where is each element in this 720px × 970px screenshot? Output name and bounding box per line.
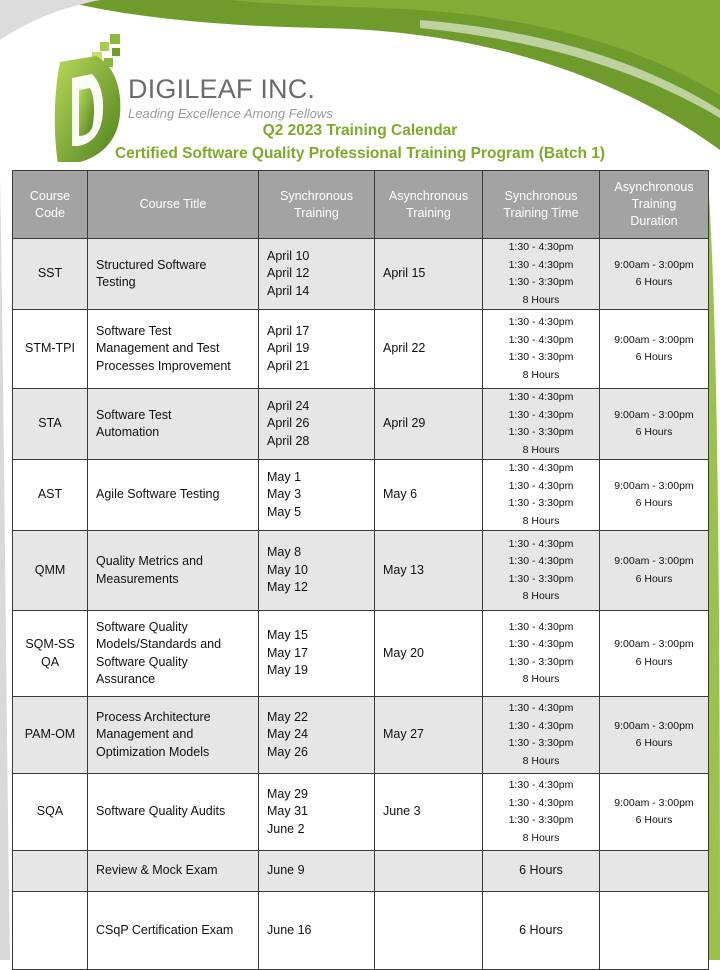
synchronous-dates-cell	[259, 531, 375, 611]
cell-line: Automation	[96, 425, 160, 439]
cell-line: 1:30 - 3:30pm	[508, 737, 574, 749]
cell-line: May 17	[267, 645, 308, 660]
cell-line: 6 Hours	[635, 426, 673, 438]
course-code-cell	[13, 774, 88, 851]
table-row	[13, 310, 709, 389]
exam-hours-cell: 6 Hours	[483, 892, 600, 970]
cell-line: 9:00am - 3:00pm	[614, 719, 694, 732]
synchronous-dates-cell	[259, 611, 375, 697]
cell-line: SQM-SS	[25, 637, 75, 651]
cell-line: April 10	[267, 248, 310, 263]
brand-name: DIGILEAF INC.	[128, 74, 316, 104]
cell-line: 6 Hours	[635, 572, 673, 585]
training-duration-cell	[600, 697, 709, 774]
cell-line: May 22	[267, 709, 308, 724]
training-time-cell	[483, 774, 600, 851]
course-code-cell	[13, 531, 88, 611]
cell-line: May 5	[267, 504, 302, 519]
asynchronous-date-cell	[375, 851, 483, 892]
synchronous-dates-cell	[259, 239, 375, 310]
cell-line: Quality Metrics and	[96, 554, 203, 568]
table-row	[13, 389, 709, 460]
cell-line: 6 Hours	[635, 276, 673, 288]
cell-line: Processes Improvement	[96, 358, 231, 373]
cell-line: 1:30 - 4:30pm	[508, 719, 574, 732]
cell-line: Models/Standards and	[96, 637, 222, 651]
cell-line: 8 Hours	[522, 293, 560, 306]
cell-line: May 8	[267, 545, 302, 560]
cell-line: Software Quality	[96, 654, 188, 669]
training-time-cell	[483, 697, 600, 774]
training-time-cell	[483, 310, 600, 389]
cell-line: Optimization Models	[96, 744, 210, 759]
training-time-cell	[483, 389, 600, 460]
training-duration-cell	[600, 611, 709, 697]
table-row-exam	[13, 851, 709, 892]
cell-line: May 26	[267, 744, 308, 759]
cell-line: April 17	[267, 323, 310, 338]
cell-line: 1:30 - 3:30pm	[508, 814, 574, 826]
cell-line: 6 Hours	[635, 497, 673, 509]
cell-line: QA	[40, 654, 60, 669]
cell-line: 1:30 - 4:30pm	[508, 333, 574, 346]
header-synchronous-training: Synchronous Training	[259, 171, 375, 239]
header-synchronous-training-time: Synchronous Training Time	[483, 171, 600, 239]
training-duration-cell	[600, 531, 709, 611]
asynchronous-date-cell: May 20	[375, 611, 483, 697]
course-title-cell: Review & Mock Exam	[88, 851, 259, 892]
table-row	[13, 531, 709, 611]
course-title-cell	[88, 531, 259, 611]
cell-line: 1:30 - 4:30pm	[508, 620, 574, 633]
cell-line: 8 Hours	[522, 514, 560, 527]
asynchronous-date-cell: May 6	[375, 460, 483, 531]
cell-line: Software Quality	[96, 619, 188, 634]
cell-line: Management and Test	[96, 341, 220, 356]
course-code-cell	[13, 239, 88, 310]
cell-line: 1:30 - 3:30pm	[508, 426, 574, 438]
cell-line: 1:30 - 3:30pm	[508, 276, 574, 288]
cell-line: 9:00am - 3:00pm	[614, 796, 694, 809]
synchronous-dates-cell: June 16	[259, 892, 375, 970]
cell-line: 8 Hours	[522, 831, 560, 844]
cell-line: SQA	[36, 804, 64, 819]
cell-line: May 10	[267, 562, 308, 577]
course-title-cell	[88, 774, 259, 851]
table-row	[13, 697, 709, 774]
training-time-cell	[483, 531, 600, 611]
cell-line: April 24	[267, 398, 310, 413]
asynchronous-date-cell: May 13	[375, 531, 483, 611]
training-time-cell	[483, 611, 600, 697]
training-duration-cell	[600, 774, 709, 851]
cell-line: 1:30 - 4:30pm	[508, 555, 574, 567]
training-duration-cell	[600, 239, 709, 310]
cell-line: 9:00am - 3:00pm	[614, 333, 694, 346]
training-duration-cell	[600, 389, 709, 460]
synchronous-dates-cell: June 9	[259, 851, 375, 892]
asynchronous-date-cell: April 29	[375, 389, 483, 460]
cell-line: 1:30 - 3:30pm	[508, 351, 574, 363]
cell-line: May 15	[267, 628, 308, 643]
cell-line: 9:00am - 3:00pm	[614, 258, 694, 271]
cell-line: May 1	[267, 469, 302, 484]
table-body	[13, 239, 709, 970]
cell-line: May 3	[267, 487, 302, 502]
table-row	[13, 460, 709, 531]
cell-line: 8 Hours	[522, 673, 560, 685]
header-course-title: Course Title	[88, 171, 259, 239]
page-subtitle: Certified Software Quality Professional Training Program (Batch 1)	[114, 145, 606, 162]
cell-line: Structured Software	[96, 257, 207, 272]
cell-line: April 26	[267, 416, 310, 431]
cell-line: 6 Hours	[635, 737, 673, 749]
cell-line: 1:30 - 4:30pm	[508, 391, 574, 403]
cell-line: 1:30 - 3:30pm	[508, 655, 574, 668]
cell-line: May 12	[267, 580, 308, 595]
synchronous-dates-cell	[259, 310, 375, 389]
cell-line: 1:30 - 4:30pm	[508, 537, 574, 550]
asynchronous-date-cell: April 22	[375, 310, 483, 389]
table-row	[13, 239, 709, 310]
page-title: Q2 2023 Training Calendar	[262, 122, 458, 139]
cell-line: May 24	[267, 727, 308, 742]
digileaf-leaf-logo-icon	[50, 32, 130, 162]
cell-line: Measurements	[96, 571, 179, 586]
cell-line: 1:30 - 4:30pm	[508, 316, 574, 328]
cell-line: May 19	[267, 663, 308, 678]
cell-line: SST	[37, 266, 63, 281]
cell-line: 8 Hours	[522, 368, 560, 381]
cell-line: 1:30 - 4:30pm	[508, 638, 574, 650]
cell-line: June 2	[267, 821, 305, 836]
course-code-cell	[13, 851, 88, 892]
course-title-cell	[88, 697, 259, 774]
training-calendar-table	[12, 170, 709, 970]
course-title-cell	[88, 460, 259, 531]
cell-line: QMM	[34, 562, 66, 577]
cell-line: April 21	[267, 358, 310, 373]
course-title-cell	[88, 310, 259, 389]
cell-line: April 14	[267, 283, 310, 298]
cell-line: April 12	[267, 266, 310, 281]
course-code-cell	[13, 611, 88, 697]
cell-line: 1:30 - 4:30pm	[508, 408, 574, 421]
cell-line: 1:30 - 4:30pm	[508, 462, 574, 474]
cell-line: 8 Hours	[522, 443, 560, 456]
cell-line: 1:30 - 4:30pm	[508, 796, 574, 809]
course-title-cell	[88, 611, 259, 697]
cell-line: 1:30 - 4:30pm	[508, 479, 574, 492]
training-duration-cell	[600, 892, 709, 970]
table-header-row	[13, 171, 709, 239]
course-code-cell	[13, 892, 88, 970]
cell-line: Agile Software Testing	[96, 487, 220, 502]
cell-line: Software Test	[96, 407, 172, 422]
cell-line: 9:00am - 3:00pm	[614, 638, 694, 650]
cell-line: 6 Hours	[635, 655, 673, 668]
asynchronous-date-cell	[375, 892, 483, 970]
cell-line: AST	[37, 487, 63, 502]
brand-tagline: Leading Excellence Among Fellows	[128, 106, 333, 121]
cell-line: STM-TPI	[25, 341, 75, 356]
cell-line: 9:00am - 3:00pm	[614, 555, 694, 567]
course-code-cell	[13, 697, 88, 774]
cell-line: 1:30 - 3:30pm	[508, 572, 574, 585]
cell-line: 1:30 - 4:30pm	[508, 241, 574, 253]
exam-hours-cell: 6 Hours	[483, 851, 600, 892]
synchronous-dates-cell	[259, 389, 375, 460]
synchronous-dates-cell	[259, 697, 375, 774]
table-row	[13, 774, 709, 851]
header-course-code: Course Code	[13, 171, 88, 239]
asynchronous-date-cell: April 15	[375, 239, 483, 310]
cell-line: April 19	[267, 341, 310, 356]
table-row-exam	[13, 892, 709, 970]
cell-line: STA	[38, 416, 62, 431]
training-duration-cell	[600, 460, 709, 531]
course-code-cell	[13, 389, 88, 460]
header-asynchronous-training: Asynchronous Training	[375, 171, 483, 239]
training-time-cell	[483, 239, 600, 310]
cell-line: Software Quality Audits	[96, 804, 226, 819]
cell-line: Software Test	[96, 323, 172, 338]
cell-line: 9:00am - 3:00pm	[614, 408, 694, 421]
asynchronous-date-cell: May 27	[375, 697, 483, 774]
course-code-cell	[13, 460, 88, 531]
asynchronous-date-cell: June 3	[375, 774, 483, 851]
header-asynchronous-training-duration: Asynchronous Training Duration	[600, 171, 709, 239]
cell-line: 1:30 - 3:30pm	[508, 497, 574, 509]
cell-line: 9:00am - 3:00pm	[614, 479, 694, 492]
synchronous-dates-cell	[259, 460, 375, 531]
cell-line: May 29	[267, 786, 308, 801]
cell-line: 6 Hours	[635, 814, 673, 826]
cell-line: April 28	[267, 433, 310, 448]
cell-line: 8 Hours	[522, 590, 560, 602]
cell-line: May 31	[267, 804, 308, 819]
synchronous-dates-cell	[259, 774, 375, 851]
course-title-cell: CSqP Certification Exam	[88, 892, 259, 970]
cell-line: PAM-OM	[24, 727, 76, 742]
course-title-cell	[88, 389, 259, 460]
cell-line: 1:30 - 4:30pm	[508, 702, 574, 714]
cell-line: 1:30 - 4:30pm	[508, 258, 574, 271]
training-duration-cell	[600, 310, 709, 389]
cell-line: 6 Hours	[635, 351, 673, 363]
course-title-cell	[88, 239, 259, 310]
cell-line: 8 Hours	[522, 754, 560, 767]
course-code-cell	[13, 310, 88, 389]
cell-line: Testing	[96, 275, 136, 289]
training-duration-cell	[600, 851, 709, 892]
cell-line: Assurance	[96, 672, 156, 686]
training-time-cell	[483, 460, 600, 531]
cell-line: 1:30 - 4:30pm	[508, 779, 574, 791]
cell-line: Process Architecture	[96, 709, 211, 724]
table-row	[13, 611, 709, 697]
cell-line: Management and	[96, 727, 194, 742]
